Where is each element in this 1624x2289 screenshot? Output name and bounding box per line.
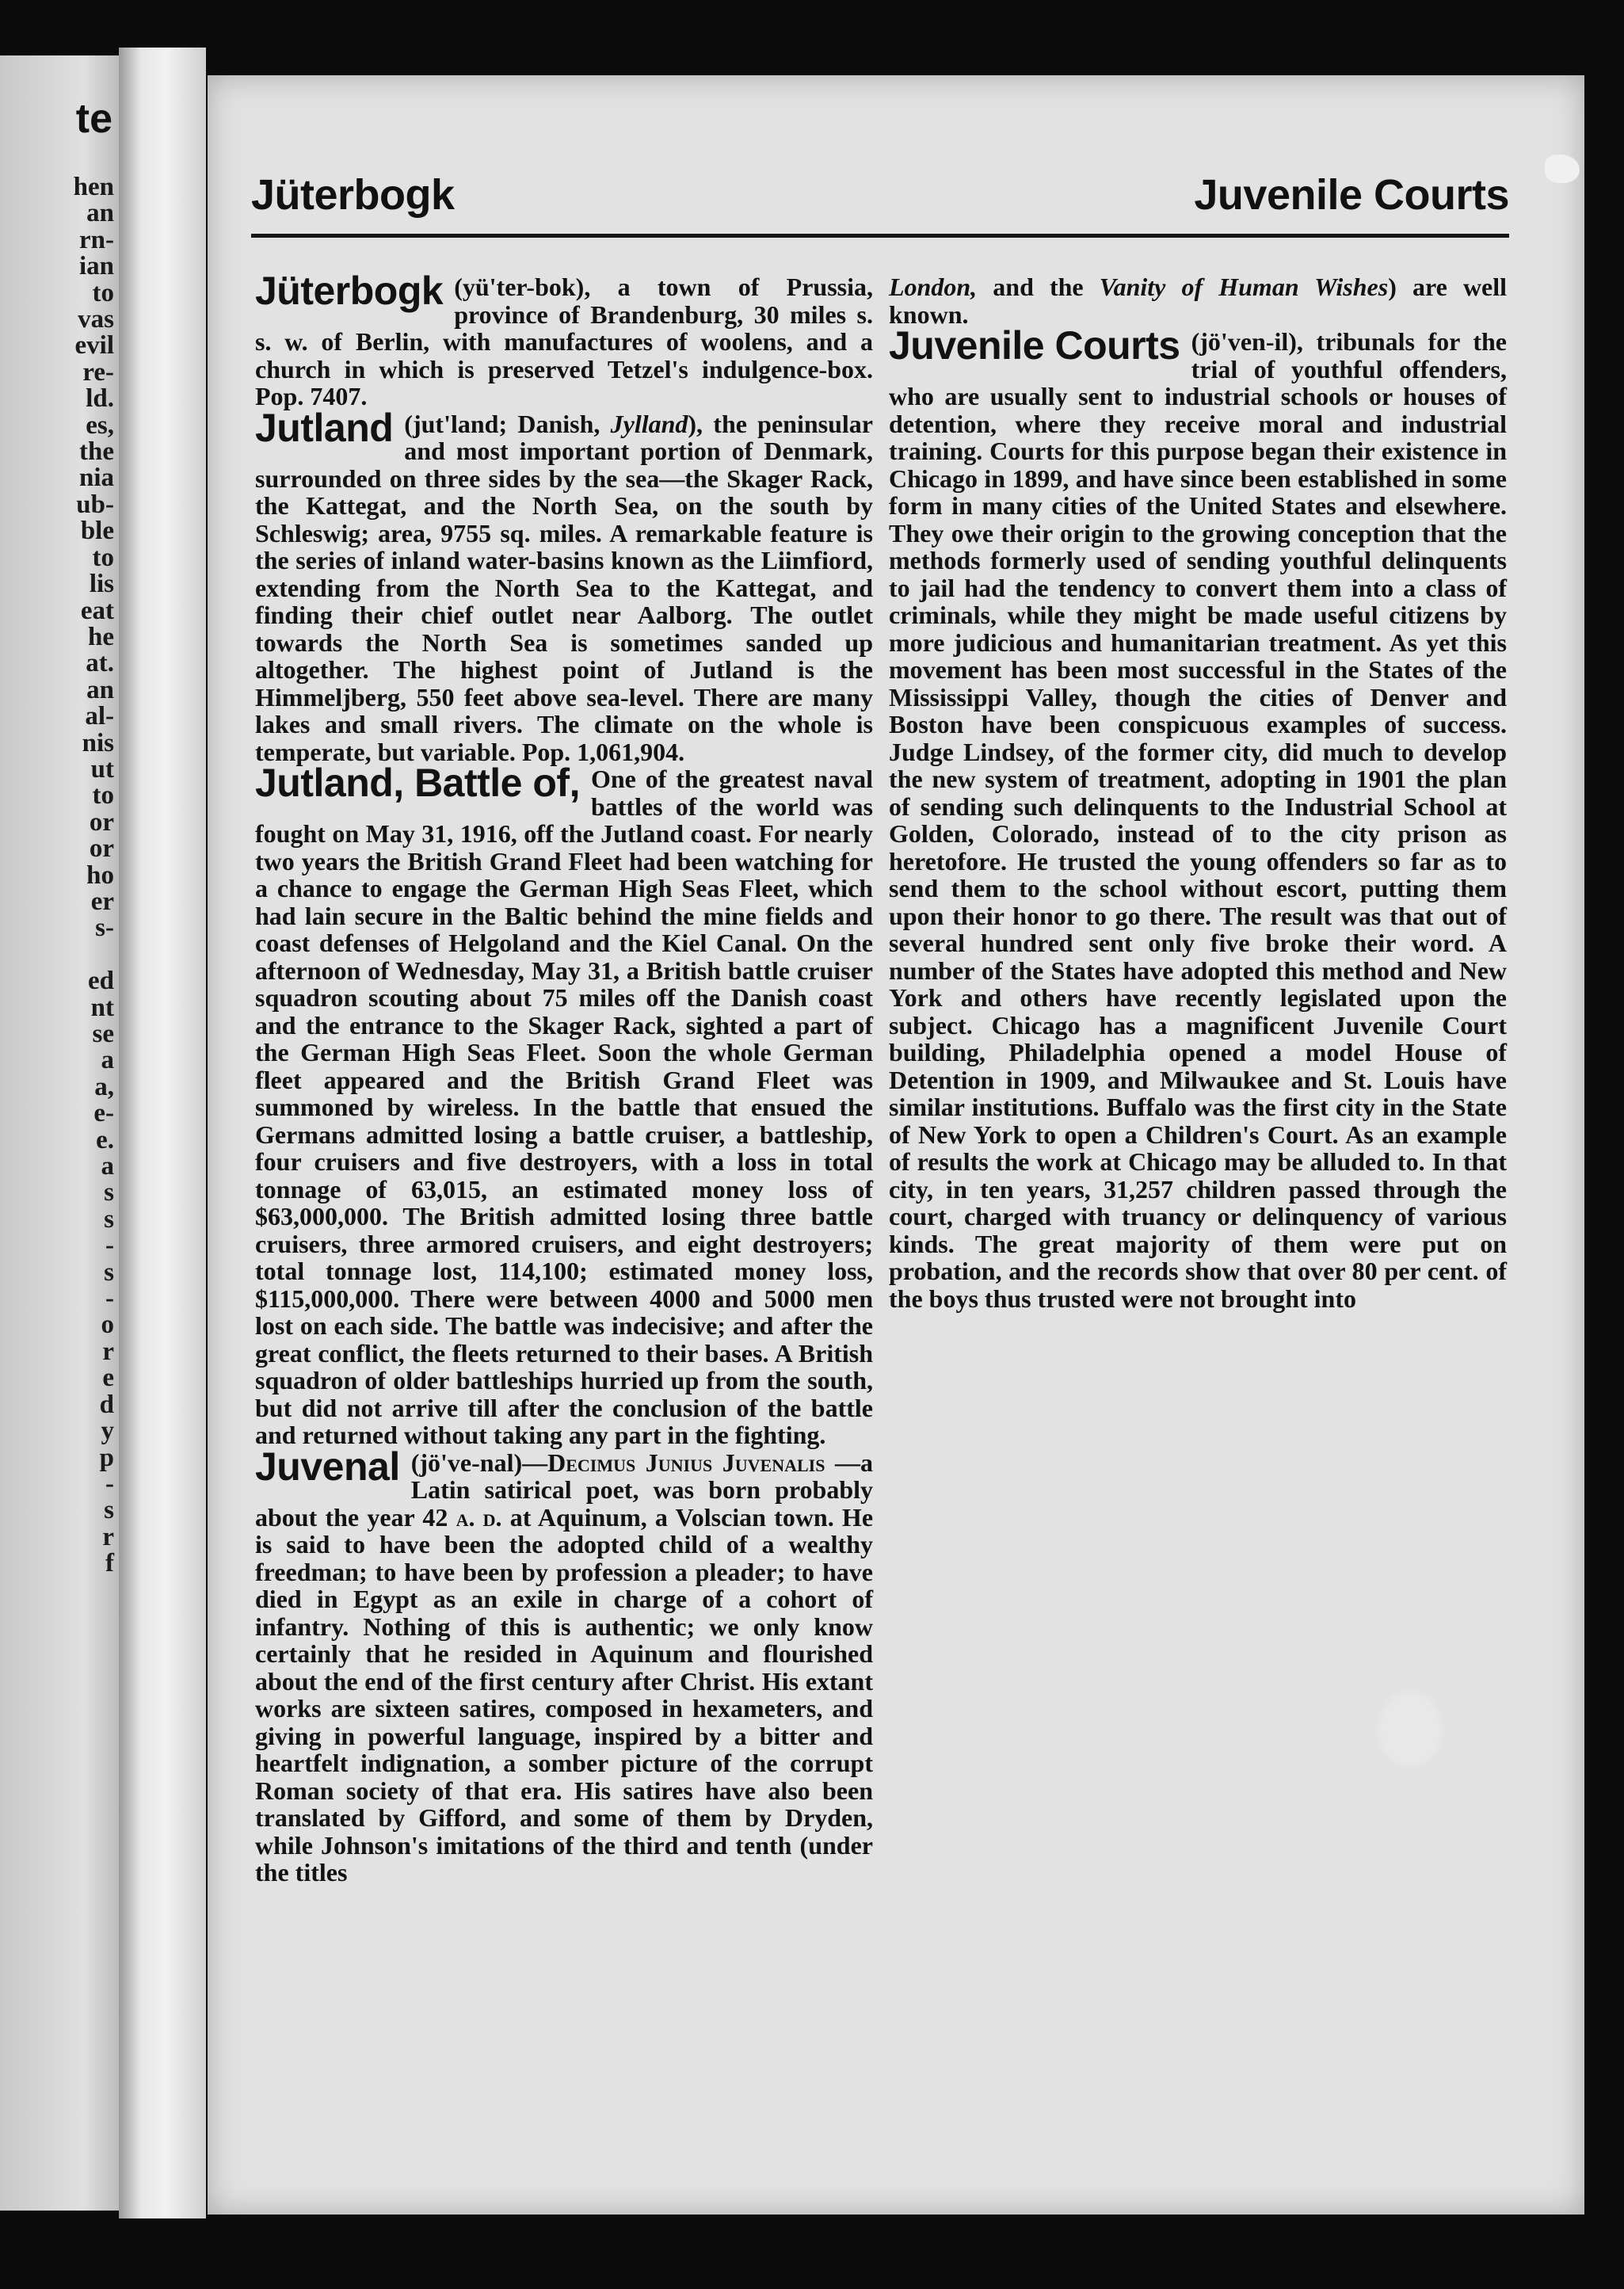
facing-page-line-fragment: vas [78, 305, 114, 334]
facing-page-text-fragments [19, 174, 114, 1578]
running-head-right: Juvenile Courts [1194, 171, 1509, 219]
facing-page-line-fragment: es, [86, 410, 114, 440]
facing-page-line-fragment: r [102, 1522, 114, 1551]
latin-name: Decimus Junius Juvenalis [547, 1448, 825, 1477]
facing-page-line-fragment: e- [93, 1099, 114, 1128]
headword: Jutland, Battle of, [255, 761, 580, 805]
entry-jutland-battle [255, 761, 873, 1449]
facing-page-line-fragment: r [102, 1337, 114, 1366]
facing-page-line-fragment: hen [73, 173, 114, 201]
entry-text-continued: at Aquinum, a Volscian town. He is said to have been the adopted child of a wealthy freedman; to have been by profession a pleader; to have died in Egypt as an exile in charge of a cohort of infantry. Nothing of this is authentic; we only know certainly that he resided in Aquinum and flourished about the end of the first century after Christ. His extant works are sixteen satires, composed in hexameters, and giving in powerful language, inspired by a bitter and heartfelt indignation, a somber picture of the corrupt Roman society of that era. His satires have also been translated by Gifford, and some of them by Dryden, while Johnson's imitations of the third and tenth (under the titles [255, 1502, 874, 1887]
entry-juvenal [255, 1444, 874, 1887]
facing-page-line-fragment: - [105, 1231, 114, 1261]
facing-page-line-fragment: he [88, 622, 114, 651]
left-column [255, 269, 874, 1887]
facing-page-line-fragment: nis [82, 728, 114, 757]
entry-text: a town of Prussia, province of Brandenburg, 30 miles s. s. w. of Berlin, with manufactures of woolens, and a church in which is preserved Tetzel's indulgence-box. Pop. 7407. [255, 273, 874, 410]
entry-juvenile-courts [889, 323, 1508, 1313]
facing-page-line-fragment: eat [80, 596, 114, 625]
pronunciation: (jö'ven-il), [1191, 327, 1303, 356]
facing-page-heading-fragment: te [75, 96, 112, 142]
pronunciation: (jut'land; Danish, [404, 409, 600, 438]
facing-page-line-fragment: nia [78, 464, 114, 493]
headword: Jüterbogk [255, 269, 444, 313]
facing-page-line-fragment: se [92, 1020, 114, 1048]
facing-page-line-fragment: to [92, 278, 114, 307]
facing-page-line-fragment: ho [86, 860, 114, 890]
facing-page-line-fragment: s- [95, 914, 114, 943]
facing-page-line-fragment: - [105, 1469, 114, 1498]
joiner-text: and the [993, 273, 1084, 301]
facing-page-line-fragment: at. [86, 649, 114, 678]
facing-page-line-fragment: the [79, 437, 114, 467]
dictionary-page [208, 75, 1584, 2215]
headword: Juvenal [255, 1444, 400, 1489]
facing-page-line-fragment: to [92, 781, 114, 811]
facing-page-line-fragment: a, [94, 1072, 114, 1101]
running-head-left: Jüterbogk [251, 171, 455, 219]
facing-page-line-fragment: y [101, 1417, 114, 1446]
facing-page-line-fragment: er [90, 887, 114, 916]
facing-page-line-fragment: ian [78, 252, 114, 281]
facing-page-line-fragment: an [86, 199, 114, 228]
facing-page-line-fragment: nt [90, 993, 114, 1022]
entry-text-end: ) are well known. [889, 273, 1508, 329]
facing-page-line-fragment: a [101, 1046, 114, 1075]
facing-page-line-fragment: s [104, 1496, 114, 1525]
book-gutter [119, 48, 206, 2218]
facing-page-line-fragment: ld. [86, 384, 114, 414]
facing-page-line-fragment: evil [74, 331, 114, 361]
page-corner-damage [1545, 155, 1580, 183]
facing-page-line-fragment: a [101, 1152, 114, 1181]
headword: Jutland [255, 405, 394, 450]
entry-jutland [255, 405, 873, 766]
facing-page-line-fragment: rn- [79, 225, 114, 254]
facing-page-line-fragment: ut [90, 754, 114, 784]
pronunciation: (yü'ter-bok), [454, 273, 591, 301]
headword: Juvenile Courts [889, 323, 1180, 368]
entry-juvenal-continued [889, 273, 1507, 328]
facing-page-line-fragment: d [99, 1390, 114, 1419]
entry-text: tribunals for the trial of youthful offenders, who are usually sent to industrial schools or houses of detention, where they receive moral and industrial training. Courts for this purpose began their existence in Chicago in 1899, and have since been established in some form in many cities of the United States and elsewhere. They owe their origin to the growing conception that the methods formerly used of sending youthful delinquents to jail had the tendency to convert them into a class of criminals, while they might be made useful citizens by more judicious and humanitarian treatment. As yet this movement has been most successful in the States of the Mississippi Valley, though the cities of Denver and Boston have been conspicuous examples of success. Judge Lindsey, of the former city, did much to develop the new system of treatment, adopting in 1901 the plan of sending such delinquents to the Industrial School at Golden, Colorado, instead of to the city prison as heretofore. He trusted the young offenders so far as to send them to the school without escort, putting them upon their honor to go there. The result was that out of several hundred sent only five broke their word. A number of the States have adopted this method and New York and others have recently legislated upon the subject. Chicago has a magnificent Juvenile Court building, Philadelphia opened a model House of Detention in 1909, and Milwaukee and St. Louis have similar institutions. Buffalo was the first city in the State of New York to open a Children's Court. As an example of results the work at Chicago may be alluded to. In that city, in ten years, 31,257 children passed through the court, charged with truancy or delinquency of various kinds. The great majority of them were put on probation, and the records show that over 80 per cent. of the boys thus trusted were not brought into [889, 327, 1508, 1313]
facing-page-line-fragment: s [104, 1178, 114, 1207]
facing-page-line-fragment: ble [80, 517, 114, 546]
facing-page-line-fragment: e. [96, 1125, 114, 1154]
era-abbreviation: a. d. [456, 1502, 502, 1532]
facing-page-line-fragment: or [89, 834, 114, 864]
right-column [889, 273, 1507, 1312]
running-head [251, 170, 1509, 238]
entry-juterbogk [255, 269, 874, 410]
facing-page-line-fragment: ub- [76, 490, 114, 519]
facing-page-line-fragment: ed [88, 967, 114, 996]
facing-page-line-fragment: - [105, 1284, 114, 1314]
entry-text: —a Latin satirical poet, was born probably about the year 42 [255, 1448, 873, 1532]
facing-page-line-fragment: e [102, 1364, 114, 1393]
facing-page-line-fragment: f [105, 1549, 114, 1578]
facing-page-line-fragment: re- [82, 357, 114, 387]
facing-page-line-fragment: o [101, 1310, 114, 1340]
facing-page-line-fragment: an [86, 675, 114, 704]
facing-page-line-fragment: lis [89, 570, 114, 599]
facing-page-line-fragment: or [89, 807, 114, 837]
entry-text: ), the peninsular and most important portion of Denmark, surrounded on three sides by the sea—the Skager Rack, the Kattegat, and the North Sea, on the south by Schleswig; area, 9755 sq. miles. A remarkable feature is the series of inland water-basins known as the Liimfiord, extending from the North Sea to the Kattegat, and finding their chief outlet near Aalborg. The outlet towards the North Sea is sometimes sanded up altogether. The highest point of Jutland is the Himmeljberg, 550 feet above sea-level. There are many lakes and small rivers. The climate on the whole is temperate, but variable. Pop. 1,061,904. [255, 409, 873, 766]
facing-page-line-fragment: p [99, 1443, 114, 1472]
italic-title-london: London, [889, 273, 978, 301]
facing-page-line-fragment: to [92, 543, 114, 572]
facing-page-line-fragment: al- [85, 702, 114, 731]
ink-blot [1378, 1692, 1442, 1767]
facing-page-edge [0, 55, 119, 2211]
pronunciation: (jö've-nal)— [410, 1448, 548, 1477]
entry-text: One of the greatest naval battles of the world was fought on May 31, 1916, off the Jutland coast. For nearly two years the British Grand Fleet had been watching for a chance to engage the German High Seas Fleet, which had lain secure in the Baltic behind the mine fields and coast defenses of Helgoland and the Kiel Canal. On the afternoon of Wednesday, May 31, a British battle cruiser squadron scouting about 75 miles off the Danish coast and the entrance to the Skager Rack, sighted a part of the German High Seas Fleet. Soon the whole German fleet appeared and the British Grand Fleet was summoned by wireless. In the battle that ensued the Germans admitted losing a battle cruiser, a battleship, four cruisers and five destroyers, with a loss in total tonnage of 63,015, an estimated money loss of $63,000,000. The British admitted losing three battle cruisers, three armored cruisers, and eight destroyers; total tonnage lost, 114,100; estimated money loss, $115,000,000. There were between 4000 and 5000 men lost on each side. The battle was indecisive; and after the great conflict, the fleets returned to their bases. A British squadron of older battleships hurried up from the south, but did not arrive till after the conclusion of the battle and returned without taking any part in the fighting. [255, 765, 873, 1449]
facing-page-line-fragment [19, 942, 114, 968]
facing-page-line-fragment: s [104, 1257, 114, 1287]
italic-title-vanity: Vanity of Human Wishes [1099, 273, 1389, 301]
italic-term: Jylland [610, 409, 688, 438]
facing-page-line-fragment: s [104, 1204, 114, 1234]
